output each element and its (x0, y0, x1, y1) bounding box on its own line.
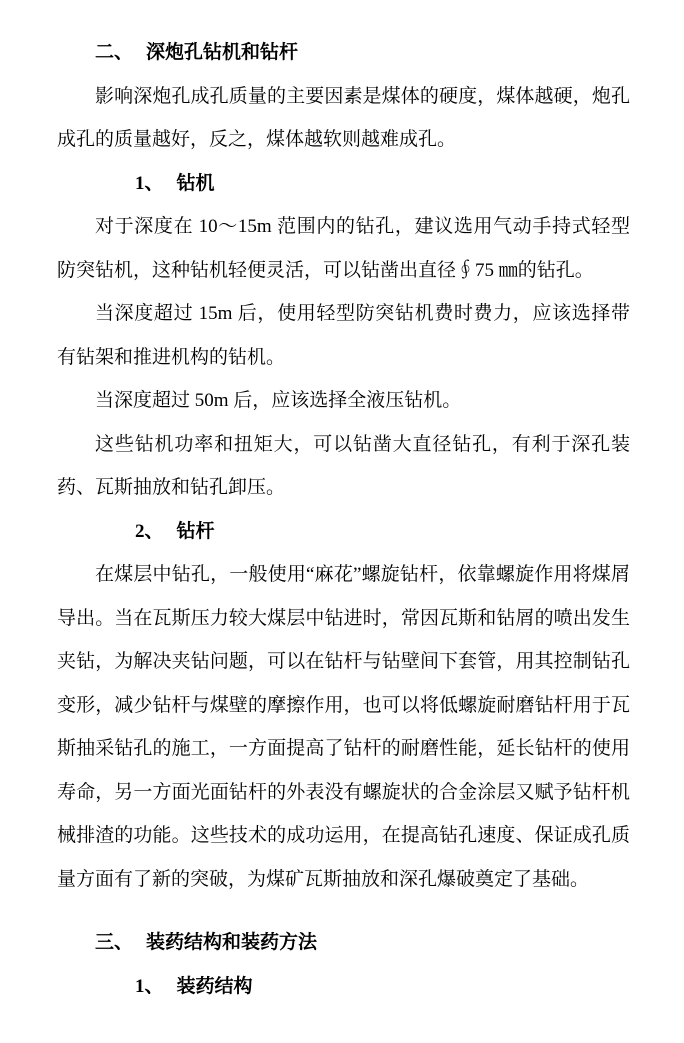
subheading-charge-structure (57, 965, 630, 1009)
heading-number: 1、 (135, 975, 164, 997)
heading-title: 钻机 (176, 172, 215, 194)
section-heading-2 (57, 31, 630, 75)
heading-title: 深炮孔钻机和钻杆 (146, 42, 299, 63)
heading-title: 装药结构 (176, 975, 253, 997)
paragraph-machine-power: 这些钻机功率和扭矩大，可以钻凿大直径钻孔，有利于深孔装药、瓦斯抽放和钻孔卸压。 (57, 433, 630, 498)
subheading-drill-machine (57, 162, 630, 206)
paragraph-hardness: 影响深炮孔成孔质量的主要因素是煤体的硬度，煤体越硬，炮孔成孔的质量越好，反之，煤体越软则越难成孔。 (57, 85, 630, 150)
heading-number: 1、 (135, 172, 164, 194)
heading-number: 三、 (95, 932, 134, 953)
paragraph-depth-over-50m: 当深度超过 50m 后，应该选择全液压钻机。 (95, 390, 462, 411)
subheading-drill-rod (57, 510, 630, 554)
heading-number: 2、 (135, 520, 164, 542)
heading-title: 装药结构和装药方法 (146, 932, 318, 953)
heading-number: 二、 (95, 42, 134, 63)
heading-title: 钻杆 (176, 520, 215, 542)
paragraph-depth-over-15m: 当深度超过 15m 后，使用轻型防突钻机费时费力，应该选择带有钻架和推进机构的钻机。 (57, 303, 630, 368)
paragraph-depth-10-15m: 对于深度在 10～15m 范围内的钻孔，建议选用气动手持式轻型防突钻机，这种钻机轻便灵活，可以钻凿出直径∮75 ㎜的钻孔。 (57, 216, 630, 281)
section-heading-3 (57, 921, 630, 965)
paragraph-spiral-rod: 在煤层中钻孔，一般使用“麻花”螺旋钻杆，依靠螺旋作用将煤屑导出。当在瓦斯压力较大煤层中钻进时，常因瓦斯和钻屑的喷出发生夹钻，为解决夹钻问题，可以在钻杆与钻壁间下套管，用其控制钻孔变形，减少钻杆与煤壁的摩擦作用，也可以将低螺旋耐磨钻杆用于瓦斯抽采钻孔的施工，一方面提高了钻杆的耐磨性能，延长钻杆的使用寿命，另一方面光面钻杆的外表没有螺旋状的合金涂层又赋予钻杆机械排渣的功能。这些技术的成功运用，在提高钻孔速度、保证成孔质量方面有了新的突破，为煤矿瓦斯抽放和深孔爆破奠定了基础。 (57, 564, 630, 890)
